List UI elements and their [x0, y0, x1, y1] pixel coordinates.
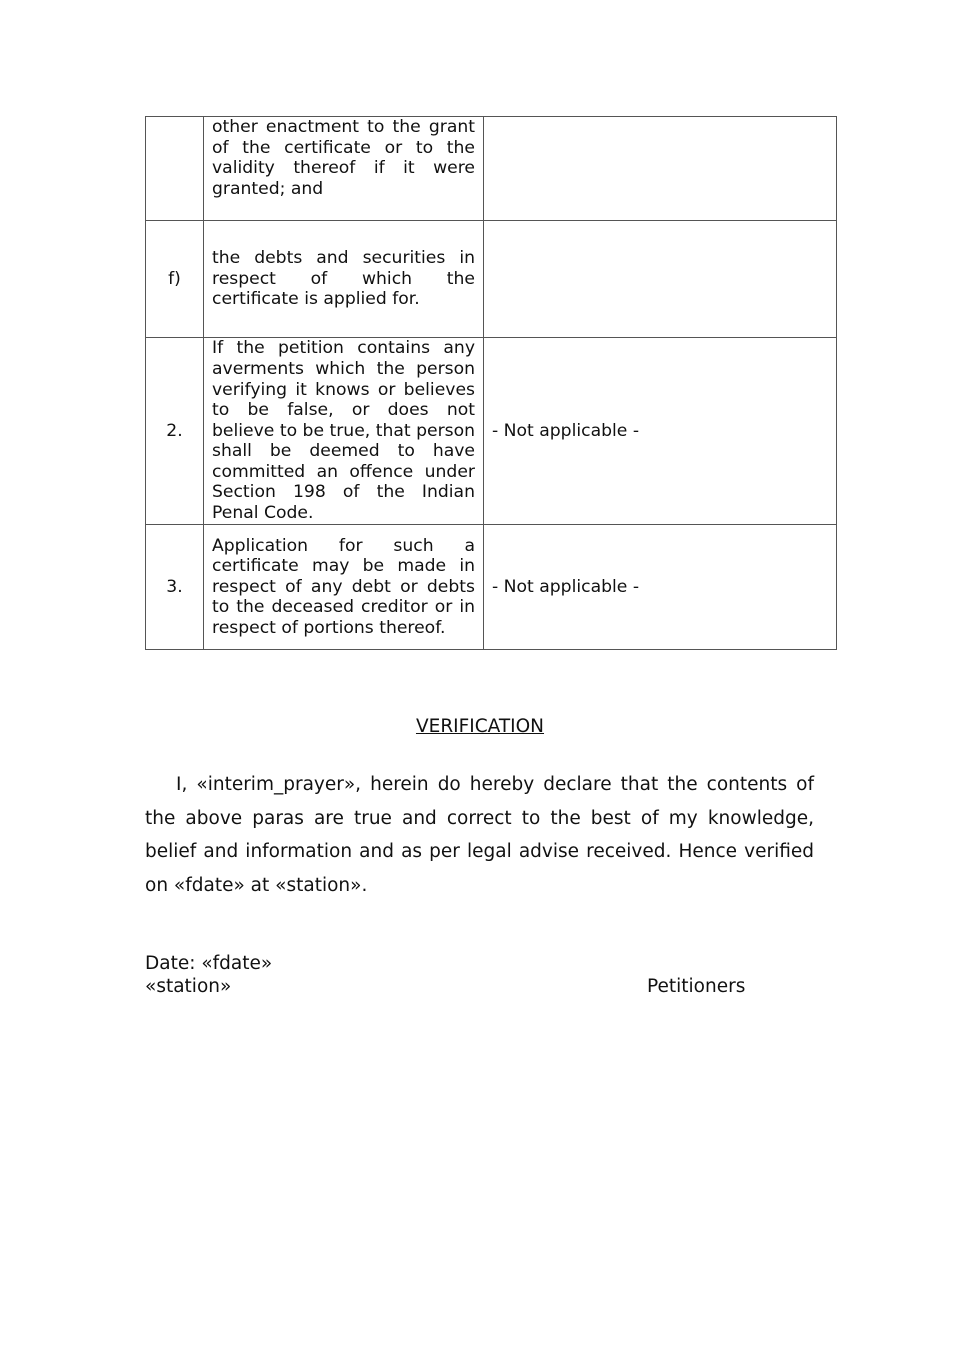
- particulars-table: [145, 116, 837, 650]
- row-text: the debts and securities in respect of which the certificate is applied for.: [212, 248, 475, 310]
- table-row: [146, 221, 837, 338]
- row-number: f): [146, 221, 204, 338]
- row-text: If the petition contains any averments which the person verifying it knows or believes to be false, or does not believe to be true, that person shall be deemed to have committed an offence under Section 198 of the Indian Penal Code.: [212, 338, 475, 524]
- table-row: [146, 525, 837, 650]
- verification-paragraph: I, «interim_prayer», herein do hereby declare that the contents of the above paras are true and correct to the best of my knowledge, belief and information and as per legal advise received. Hence verified on «fdate» at «station».: [145, 774, 814, 897]
- verification-heading: VERIFICATION: [415, 716, 545, 737]
- date-line: Date: «fdate»: [145, 953, 273, 974]
- station-line: «station»: [145, 976, 232, 997]
- table-row: [146, 338, 837, 525]
- row-text: Application for such a certificate may be made in respect of any debt or debts to the deceased creditor or in respect of portions thereof.: [212, 535, 475, 638]
- row-number: [146, 117, 204, 221]
- row-value: - Not applicable -: [492, 576, 640, 597]
- signatory-label: Petitioners: [647, 976, 746, 997]
- row-number: 3.: [146, 525, 204, 650]
- table-row: [146, 117, 837, 221]
- row-number: 2.: [146, 338, 204, 525]
- row-value: - Not applicable -: [492, 420, 640, 441]
- row-text: other enactment to the grant of the certificate or to the validity thereof if it were granted; and: [212, 117, 475, 199]
